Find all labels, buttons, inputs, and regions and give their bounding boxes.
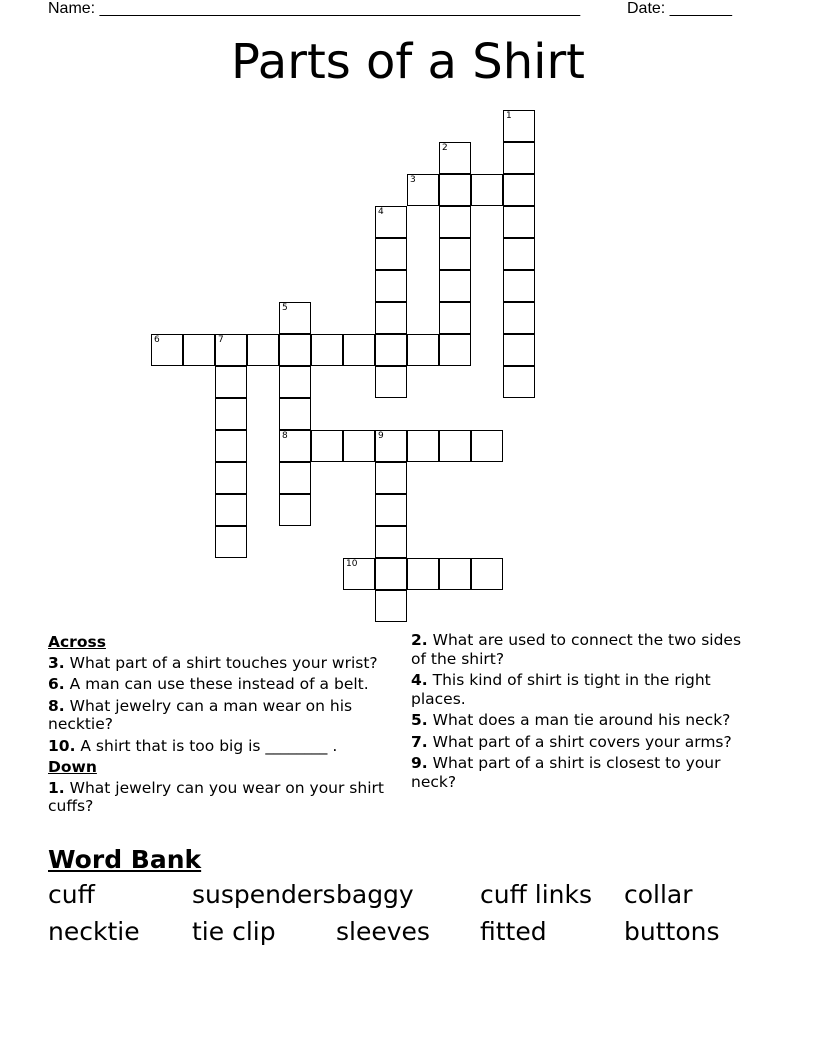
- crossword-cell[interactable]: [439, 334, 471, 366]
- crossword-cell[interactable]: [151, 334, 183, 366]
- crossword-cell[interactable]: [279, 334, 311, 366]
- across-clue: [48, 675, 393, 694]
- down-clue: [411, 631, 756, 668]
- crossword-cell[interactable]: [439, 302, 471, 334]
- word-bank-word: buttons: [624, 917, 720, 946]
- crossword-cell[interactable]: [375, 494, 407, 526]
- crossword-cell[interactable]: [407, 174, 439, 206]
- crossword-cell[interactable]: [439, 430, 471, 462]
- crossword-cell[interactable]: [215, 462, 247, 494]
- crossword-cell[interactable]: [375, 558, 407, 590]
- clue-number-label: 5: [282, 303, 288, 313]
- crossword-cell[interactable]: [343, 334, 375, 366]
- crossword-cell[interactable]: [375, 270, 407, 302]
- crossword-cell[interactable]: [215, 526, 247, 558]
- crossword-cell[interactable]: [375, 590, 407, 622]
- crossword-cell[interactable]: [311, 334, 343, 366]
- crossword-cell[interactable]: [503, 366, 535, 398]
- word-bank-word: suspenders: [192, 880, 336, 909]
- word-bank-word: necktie: [48, 917, 140, 946]
- crossword-cell[interactable]: [503, 206, 535, 238]
- crossword-cell[interactable]: [215, 430, 247, 462]
- crossword-cell[interactable]: [375, 430, 407, 462]
- clue-text: What part of a shirt covers your arms?: [427, 732, 732, 751]
- word-bank-word: fitted: [480, 917, 547, 946]
- clue-number: 8.: [48, 696, 65, 715]
- clue-text: This kind of shirt is tight in the right places.: [411, 671, 711, 708]
- clue-number: 5.: [411, 711, 428, 729]
- word-bank-word: tie clip: [192, 917, 276, 946]
- clue-text: What jewelry can you wear on your shirt cuffs?: [48, 778, 384, 815]
- word-bank-word: baggy: [336, 880, 414, 909]
- crossword-cell[interactable]: [375, 366, 407, 398]
- crossword-cell[interactable]: [375, 206, 407, 238]
- word-bank-word: collar: [624, 880, 693, 909]
- crossword-cell[interactable]: [503, 270, 535, 302]
- word-bank-title: Word Bank: [48, 845, 202, 874]
- clue-number: 2.: [411, 631, 428, 649]
- word-bank-word: sleeves: [336, 917, 430, 946]
- crossword-cell[interactable]: [279, 366, 311, 398]
- crossword-cell[interactable]: [407, 558, 439, 590]
- crossword-cell[interactable]: [343, 430, 375, 462]
- clue-number: 6.: [48, 675, 65, 693]
- clue-number-label: 7: [218, 335, 224, 345]
- clue-number-label: 8: [282, 431, 288, 441]
- word-bank-list: [48, 880, 768, 954]
- clue-text: What jewelry can a man wear on his necktie?: [48, 696, 353, 733]
- clue-text: What are used to connect the two sides of the shirt?: [411, 631, 742, 668]
- clues-left-column: [48, 631, 393, 819]
- clue-number: 9.: [411, 754, 428, 772]
- down-clue: [411, 733, 756, 752]
- crossword-cell[interactable]: [279, 494, 311, 526]
- clue-number-label: 6: [154, 335, 160, 345]
- crossword-cell[interactable]: [439, 142, 471, 174]
- crossword-cell[interactable]: [375, 462, 407, 494]
- across-clue: [48, 697, 393, 734]
- across-clue: [48, 737, 393, 756]
- crossword-cell[interactable]: [215, 398, 247, 430]
- clue-number-label: 3: [410, 175, 416, 185]
- clue-text: A shirt that is too big is ________ .: [75, 736, 338, 755]
- crossword-cell[interactable]: [503, 174, 535, 206]
- crossword-cell[interactable]: [471, 174, 503, 206]
- date-field-label: Date: _______: [627, 0, 732, 17]
- down-clue: [48, 779, 393, 816]
- clue-number: 7.: [411, 732, 428, 751]
- crossword-cell[interactable]: [279, 398, 311, 430]
- crossword-cell[interactable]: [215, 494, 247, 526]
- page-title: Parts of a Shirt: [231, 34, 585, 90]
- crossword-cell[interactable]: [503, 302, 535, 334]
- down-heading: Down: [48, 758, 97, 776]
- clue-text: A man can use these instead of a belt.: [64, 675, 369, 693]
- crossword-cell[interactable]: [439, 270, 471, 302]
- crossword-cell[interactable]: [343, 558, 375, 590]
- clue-number-label: 2: [442, 143, 448, 153]
- crossword-cell[interactable]: [471, 558, 503, 590]
- crossword-cell[interactable]: [311, 430, 343, 462]
- across-clue: [48, 654, 393, 673]
- crossword-cell[interactable]: [183, 334, 215, 366]
- clue-number: 4.: [411, 671, 428, 689]
- across-heading: Across: [48, 633, 106, 651]
- crossword-cell[interactable]: [375, 334, 407, 366]
- crossword-cell[interactable]: [439, 174, 471, 206]
- clue-number-label: 4: [378, 207, 384, 217]
- clue-number: 1.: [48, 778, 65, 797]
- name-field-label: Name: ______________________________________________________: [48, 0, 581, 17]
- crossword-cell[interactable]: [471, 430, 503, 462]
- crossword-cell[interactable]: [247, 334, 279, 366]
- crossword-cell[interactable]: [215, 334, 247, 366]
- crossword-cell[interactable]: [503, 142, 535, 174]
- clue-number: 3.: [48, 653, 65, 672]
- clue-text: What part of a shirt is closest to your neck?: [411, 754, 721, 791]
- crossword-cell[interactable]: [279, 462, 311, 494]
- down-clue: [411, 671, 756, 708]
- clue-number: 10.: [48, 736, 76, 755]
- down-clue: [411, 754, 756, 791]
- crossword-cell[interactable]: [407, 430, 439, 462]
- clues-right-column: [411, 631, 756, 794]
- crossword-cell[interactable]: [375, 238, 407, 270]
- crossword-cell[interactable]: [439, 558, 471, 590]
- crossword-cell[interactable]: [375, 526, 407, 558]
- crossword-cell[interactable]: [215, 366, 247, 398]
- clue-number-label: 10: [346, 559, 358, 569]
- crossword-cell[interactable]: [279, 302, 311, 334]
- crossword-cell[interactable]: [503, 334, 535, 366]
- down-clue: [411, 711, 756, 730]
- crossword-cell[interactable]: [503, 110, 535, 142]
- clue-number-label: 1: [506, 111, 512, 121]
- crossword-cell[interactable]: [439, 238, 471, 270]
- crossword-cell[interactable]: [279, 430, 311, 462]
- clue-text: What part of a shirt touches your wrist?: [64, 653, 378, 672]
- word-bank-word: cuff: [48, 880, 95, 909]
- clue-number-label: 9: [378, 431, 384, 441]
- word-bank-word: cuff links: [480, 880, 592, 909]
- crossword-cell[interactable]: [439, 206, 471, 238]
- crossword-cell[interactable]: [503, 238, 535, 270]
- crossword-cell[interactable]: [375, 302, 407, 334]
- crossword-cell[interactable]: [407, 334, 439, 366]
- clue-text: What does a man tie around his neck?: [427, 711, 731, 729]
